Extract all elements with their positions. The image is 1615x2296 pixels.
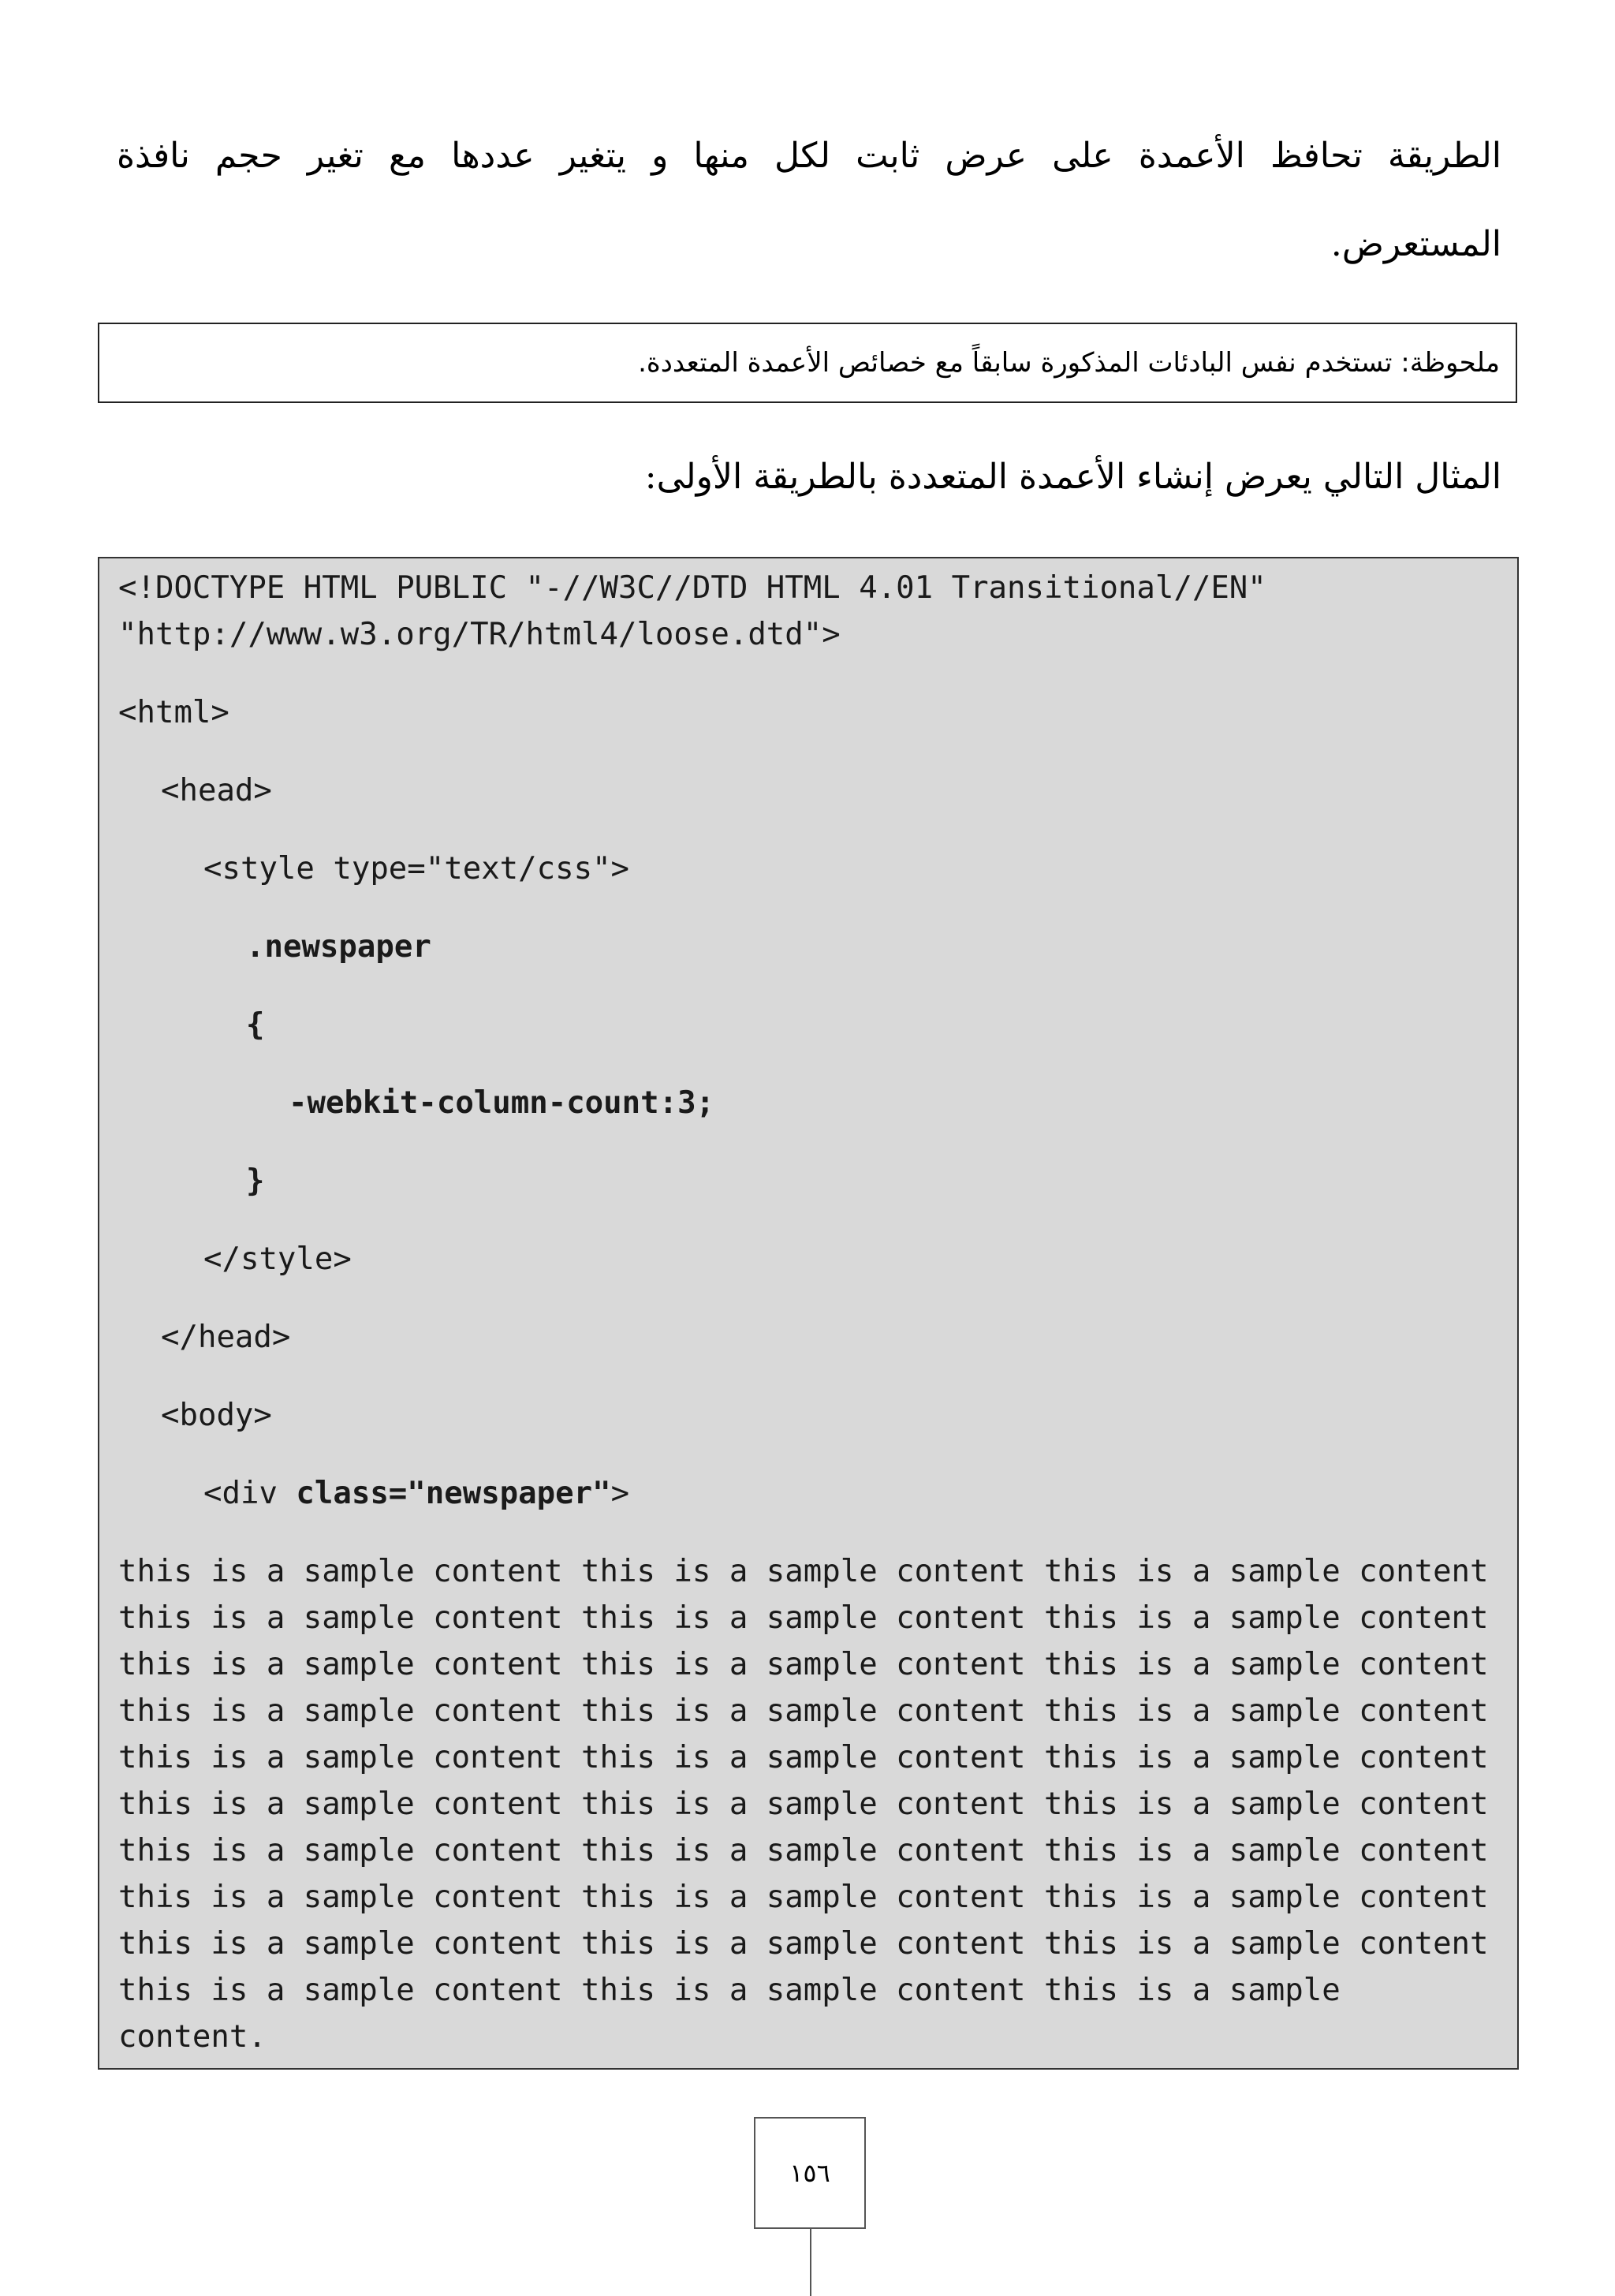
- note-text: ملحوظة: تستخدم نفس البادئات المذكورة سابقاً مع خصائص الأعمدة المتعددة.: [638, 347, 1500, 379]
- example-intro: المثال التالي يعرض إنشاء الأعمدة المتعددة بالطريقة الأولى:: [644, 457, 1501, 497]
- page-number-text: ١٥٦: [789, 2158, 830, 2188]
- code-head-close: </head>: [161, 1320, 291, 1355]
- page-number: [754, 2117, 866, 2229]
- code-doctype-line-2: "http://www.w3.org/TR/html4/loose.dtd">: [118, 617, 841, 652]
- code-head-open: <head>: [161, 773, 272, 808]
- code-div-attr: class="newspaper": [296, 1476, 611, 1511]
- note-box: [98, 323, 1517, 403]
- code-style-open: <style type="text/css">: [203, 851, 630, 887]
- code-doctype-line-1: <!DOCTYPE HTML PUBLIC "-//W3C//DTD HTML 4.01 Transitional//EN": [118, 570, 1266, 606]
- paragraph-line-2: المستعرض.: [1330, 224, 1501, 264]
- code-div-open: [118, 1470, 1498, 1517]
- paragraph-line-1: الطريقة تحافظ الأعمدة على عرض ثابت لكل منها و يتغير عددها مع تغير حجم نافذة: [117, 136, 1501, 176]
- code-sample-content: this is a sample content this is a sample content this is a sample content this is a sample content this is a sample content this is a sample content this is a sample content this is a sample content this is a sample content this is a sample content this is a sample content this is a sample content this is a sample content this is a sample content this is a sample content this is a sample content this is a sample content this is a sample content this is a sample content this is a sample content this is a sample content this is a sample content this is a sample content this is a sample content this is a sample content this is a sample content this is a sample content this is a sample content this is a sample content this is a sample content.: [118, 1554, 1489, 2055]
- code-brace-open: {: [246, 1007, 265, 1043]
- code-div-close-bracket: >: [610, 1476, 630, 1511]
- code-html-open: <html>: [118, 695, 229, 730]
- page-number-connector-line: [810, 2229, 811, 2296]
- intro-paragraph: [117, 112, 1501, 289]
- code-block: [98, 557, 1519, 2070]
- code-brace-close: }: [246, 1163, 265, 1199]
- code-property: -webkit-column-count:3;: [289, 1085, 715, 1121]
- code-div-tag: <div: [203, 1476, 297, 1511]
- code-selector: .newspaper: [246, 929, 431, 965]
- code-body-open: <body>: [161, 1398, 272, 1433]
- code-style-close: </style>: [203, 1241, 352, 1277]
